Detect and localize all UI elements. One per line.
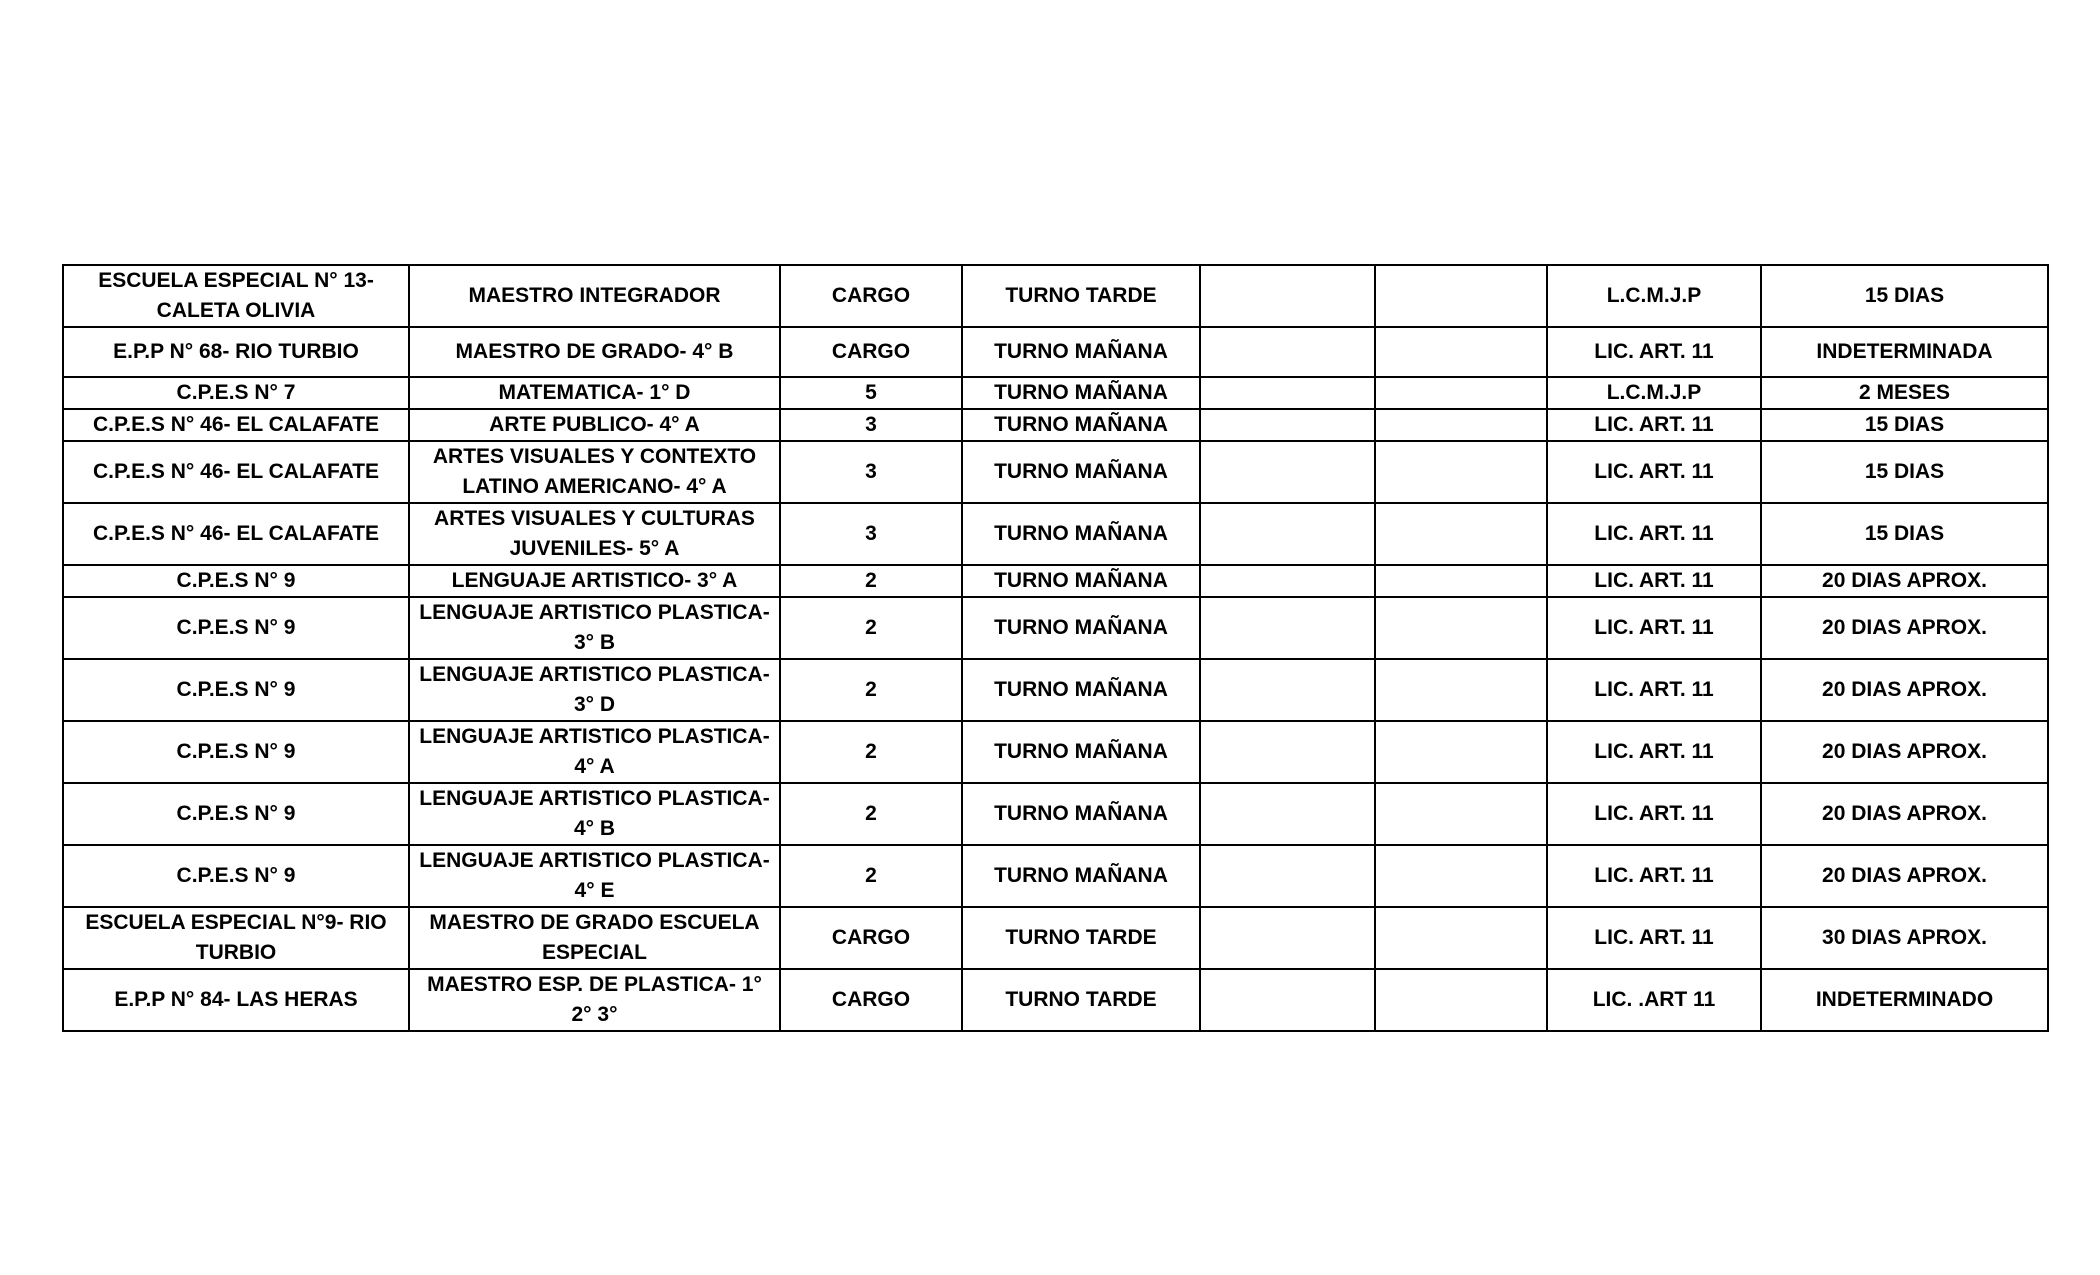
school-cell: E.P.P N° 84- LAS HERAS <box>63 969 409 1031</box>
blank-cell <box>1200 845 1375 907</box>
blank-cell <box>1200 783 1375 845</box>
shift-cell: TURNO MAÑANA <box>962 845 1200 907</box>
hours-cell: 5 <box>780 377 962 409</box>
table-row <box>63 441 2048 503</box>
subject-cell: ARTE PUBLICO- 4° A <box>409 409 780 441</box>
blank-cell <box>1200 409 1375 441</box>
blank-cell <box>1200 721 1375 783</box>
table-row <box>63 721 2048 783</box>
school-cell: C.P.E.S N° 9 <box>63 783 409 845</box>
blank-cell <box>1375 659 1547 721</box>
hours-cell: CARGO <box>780 265 962 327</box>
school-cell: ESCUELA ESPECIAL N° 13- CALETA OLIVIA <box>63 265 409 327</box>
duration-cell: 20 DIAS APROX. <box>1761 565 2048 597</box>
table-row <box>63 659 2048 721</box>
blank-cell <box>1375 845 1547 907</box>
school-cell: C.P.E.S N° 46- EL CALAFATE <box>63 441 409 503</box>
blank-cell <box>1375 597 1547 659</box>
shift-cell: TURNO MAÑANA <box>962 441 1200 503</box>
vacancy-table-body <box>63 265 2048 1031</box>
hours-cell: CARGO <box>780 969 962 1031</box>
hours-cell: 3 <box>780 441 962 503</box>
duration-cell: 20 DIAS APROX. <box>1761 845 2048 907</box>
subject-cell: LENGUAJE ARTISTICO PLASTICA- 4° E <box>409 845 780 907</box>
license-cell: L.C.M.J.P <box>1547 265 1761 327</box>
subject-cell: MAESTRO DE GRADO ESCUELA ESPECIAL <box>409 907 780 969</box>
shift-cell: TURNO MAÑANA <box>962 597 1200 659</box>
shift-cell: TURNO MAÑANA <box>962 721 1200 783</box>
license-cell: LIC. .ART 11 <box>1547 969 1761 1031</box>
school-cell: C.P.E.S N° 9 <box>63 659 409 721</box>
license-cell: LIC. ART. 11 <box>1547 721 1761 783</box>
license-cell: LIC. ART. 11 <box>1547 659 1761 721</box>
hours-cell: 2 <box>780 565 962 597</box>
shift-cell: TURNO MAÑANA <box>962 503 1200 565</box>
school-cell: C.P.E.S N° 9 <box>63 565 409 597</box>
shift-cell: TURNO MAÑANA <box>962 377 1200 409</box>
subject-cell: LENGUAJE ARTISTICO PLASTICA- 3° D <box>409 659 780 721</box>
blank-cell <box>1200 265 1375 327</box>
school-cell: C.P.E.S N° 9 <box>63 845 409 907</box>
blank-cell <box>1375 503 1547 565</box>
hours-cell: 2 <box>780 783 962 845</box>
subject-cell: MATEMATICA- 1° D <box>409 377 780 409</box>
duration-cell: 20 DIAS APROX. <box>1761 659 2048 721</box>
subject-cell: ARTES VISUALES Y CONTEXTO LATINO AMERICANO- 4° A <box>409 441 780 503</box>
school-cell: C.P.E.S N° 7 <box>63 377 409 409</box>
hours-cell: 2 <box>780 597 962 659</box>
hours-cell: 2 <box>780 659 962 721</box>
blank-cell <box>1200 377 1375 409</box>
hours-cell: 2 <box>780 845 962 907</box>
blank-cell <box>1375 565 1547 597</box>
table-row <box>63 327 2048 377</box>
hours-cell: 2 <box>780 721 962 783</box>
duration-cell: 15 DIAS <box>1761 441 2048 503</box>
license-cell: LIC. ART. 11 <box>1547 441 1761 503</box>
shift-cell: TURNO TARDE <box>962 907 1200 969</box>
blank-cell <box>1200 659 1375 721</box>
shift-cell: TURNO MAÑANA <box>962 565 1200 597</box>
shift-cell: TURNO MAÑANA <box>962 783 1200 845</box>
duration-cell: 15 DIAS <box>1761 503 2048 565</box>
blank-cell <box>1200 969 1375 1031</box>
table-row <box>63 265 2048 327</box>
school-cell: E.P.P N° 68- RIO TURBIO <box>63 327 409 377</box>
license-cell: LIC. ART. 11 <box>1547 327 1761 377</box>
blank-cell <box>1200 597 1375 659</box>
blank-cell <box>1375 783 1547 845</box>
hours-cell: 3 <box>780 503 962 565</box>
subject-cell: LENGUAJE ARTISTICO PLASTICA- 3° B <box>409 597 780 659</box>
table-row <box>63 597 2048 659</box>
blank-cell <box>1375 377 1547 409</box>
license-cell: L.C.M.J.P <box>1547 377 1761 409</box>
blank-cell <box>1375 409 1547 441</box>
duration-cell: 15 DIAS <box>1761 265 2048 327</box>
license-cell: LIC. ART. 11 <box>1547 565 1761 597</box>
school-cell: C.P.E.S N° 46- EL CALAFATE <box>63 409 409 441</box>
subject-cell: MAESTRO DE GRADO- 4° B <box>409 327 780 377</box>
table-row <box>63 503 2048 565</box>
license-cell: LIC. ART. 11 <box>1547 597 1761 659</box>
table-row <box>63 783 2048 845</box>
blank-cell <box>1375 327 1547 377</box>
shift-cell: TURNO TARDE <box>962 265 1200 327</box>
blank-cell <box>1200 441 1375 503</box>
duration-cell: 2 MESES <box>1761 377 2048 409</box>
blank-cell <box>1200 907 1375 969</box>
table-row <box>63 565 2048 597</box>
subject-cell: MAESTRO INTEGRADOR <box>409 265 780 327</box>
school-cell: ESCUELA ESPECIAL N°9- RIO TURBIO <box>63 907 409 969</box>
duration-cell: 20 DIAS APROX. <box>1761 597 2048 659</box>
license-cell: LIC. ART. 11 <box>1547 907 1761 969</box>
license-cell: LIC. ART. 11 <box>1547 845 1761 907</box>
blank-cell <box>1375 969 1547 1031</box>
blank-cell <box>1200 565 1375 597</box>
duration-cell: INDETERMINADO <box>1761 969 2048 1031</box>
duration-cell: INDETERMINADA <box>1761 327 2048 377</box>
hours-cell: CARGO <box>780 327 962 377</box>
subject-cell: ARTES VISUALES Y CULTURAS JUVENILES- 5° A <box>409 503 780 565</box>
blank-cell <box>1200 327 1375 377</box>
duration-cell: 30 DIAS APROX. <box>1761 907 2048 969</box>
blank-cell <box>1375 441 1547 503</box>
duration-cell: 20 DIAS APROX. <box>1761 721 2048 783</box>
blank-cell <box>1375 907 1547 969</box>
duration-cell: 20 DIAS APROX. <box>1761 783 2048 845</box>
table-row <box>63 969 2048 1031</box>
shift-cell: TURNO TARDE <box>962 969 1200 1031</box>
license-cell: LIC. ART. 11 <box>1547 409 1761 441</box>
blank-cell <box>1375 265 1547 327</box>
shift-cell: TURNO MAÑANA <box>962 327 1200 377</box>
table-row <box>63 409 2048 441</box>
subject-cell: LENGUAJE ARTISTICO PLASTICA- 4° A <box>409 721 780 783</box>
table-row <box>63 377 2048 409</box>
subject-cell: LENGUAJE ARTISTICO- 3° A <box>409 565 780 597</box>
blank-cell <box>1200 503 1375 565</box>
subject-cell: LENGUAJE ARTISTICO PLASTICA- 4° B <box>409 783 780 845</box>
table-row <box>63 845 2048 907</box>
school-cell: C.P.E.S N° 9 <box>63 597 409 659</box>
shift-cell: TURNO MAÑANA <box>962 659 1200 721</box>
vacancy-table <box>62 264 2049 1032</box>
subject-cell: MAESTRO ESP. DE PLASTICA- 1° 2° 3° <box>409 969 780 1031</box>
license-cell: LIC. ART. 11 <box>1547 783 1761 845</box>
table-row <box>63 907 2048 969</box>
license-cell: LIC. ART. 11 <box>1547 503 1761 565</box>
hours-cell: CARGO <box>780 907 962 969</box>
shift-cell: TURNO MAÑANA <box>962 409 1200 441</box>
school-cell: C.P.E.S N° 46- EL CALAFATE <box>63 503 409 565</box>
hours-cell: 3 <box>780 409 962 441</box>
duration-cell: 15 DIAS <box>1761 409 2048 441</box>
blank-cell <box>1375 721 1547 783</box>
school-cell: C.P.E.S N° 9 <box>63 721 409 783</box>
